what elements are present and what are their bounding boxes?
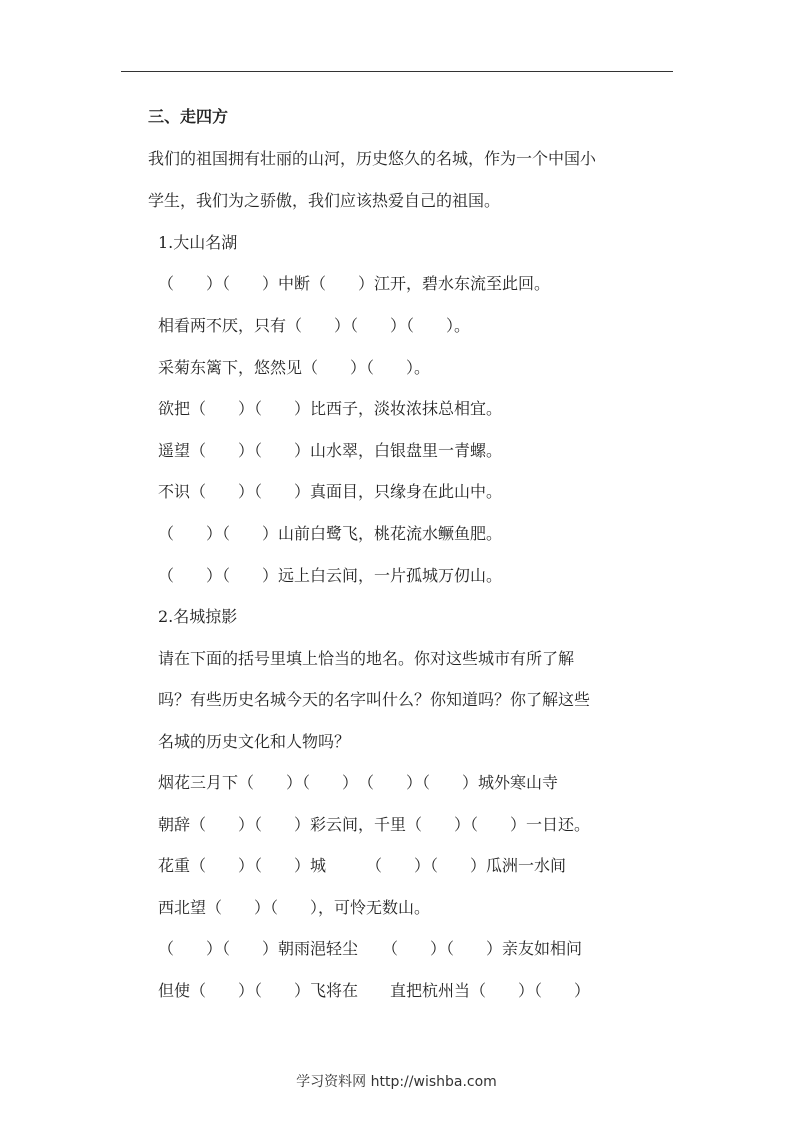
part2-intro-line: 吗？有些历史名城今天的名字叫什么？你知道吗？你了解这些 [158,690,591,709]
part2-intro-line: 请在下面的括号里填上恰当的地名。你对这些城市有所了解 [158,649,575,668]
intro-line: 学生，我们为之骄傲，我们应该热爱自己的祖国。 [148,191,501,210]
poem-line: 但使（ ）（ ）飞将在 直把杭州当（ ）（ ） [158,981,591,1000]
intro-line: 我们的祖国拥有壮丽的山河，历史悠久的名城，作为一个中国小 [148,149,597,168]
poem-line: 不识（ ）（ ）真面目，只缘身在此山中。 [158,482,503,501]
poem-line: （ ）（ ）山前白鹭飞，桃花流水鳜鱼肥。 [158,524,503,543]
poem-line: 遥望（ ）（ ）山水翠，白银盘里一青螺。 [158,441,503,460]
section-title: 三、走四方 [148,107,229,126]
poem-line: 花重（ ）（ ）城 （ ）（ ）瓜洲一水间 [158,856,567,875]
poem-line: （ ）（ ）远上白云间，一片孤城万仞山。 [158,566,503,585]
poem-line: 西北望（ ）（ ），可怜无数山。 [158,898,431,917]
poem-line: 采菊东篱下，悠然见（ ）（ ）。 [158,358,431,377]
header-rule [121,71,673,72]
part1-title: 1.大山名湖 [158,233,238,252]
poem-line: （ ）（ ）中断（ ）江开，碧水东流至此回。 [158,274,551,293]
part2-intro-line: 名城的历史文化和人物吗？ [158,732,351,751]
poem-line: 烟花三月下（ ）（ ） （ ）（ ）城外寒山寺 [158,773,559,792]
poem-line: 欲把（ ）（ ）比西子，淡妆浓抹总相宜。 [158,399,503,418]
poem-line: （ ）（ ）朝雨浥轻尘 （ ）（ ）亲友如相问 [158,939,583,958]
part2-title: 2.名城掠影 [158,607,238,626]
poem-line: 相看两不厌，只有（ ）（ ）（ ）。 [158,316,471,335]
footer-source: 学习资料网 http://wishba.com [296,1074,497,1090]
poem-line: 朝辞（ ）（ ）彩云间，千里（ ）（ ）一日还。 [158,815,591,834]
